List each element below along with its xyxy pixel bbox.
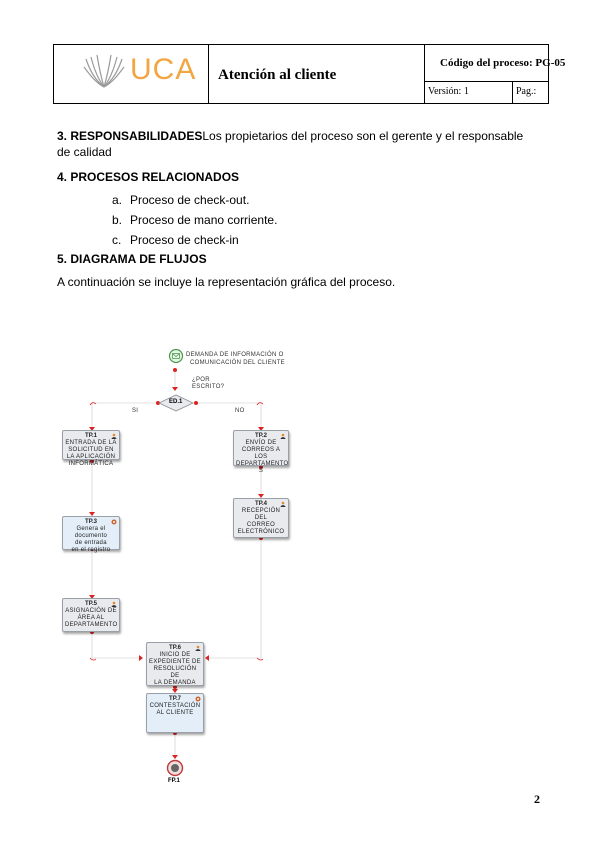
meta-cell	[424, 45, 566, 103]
list-item: b. Proceso de mano corriente.	[112, 213, 278, 227]
start-event-label: DEMANDA DE INFORMACIÓN O COMUNICACIÓN DEL CLIENTE	[186, 352, 285, 366]
task-tp3: TP.3 Genera el documento de entrada en el registro	[62, 516, 120, 550]
header-table	[53, 44, 566, 104]
page-label: Pag.:	[516, 86, 537, 97]
title-cell	[208, 45, 425, 103]
task-tp4: TP.4 RECEPCIÓN DEL CORREO ELECTRÓNICO	[233, 498, 289, 538]
page-number: 2	[534, 792, 540, 806]
task-tp1: TP.1 ENTRADA DE LA SOLICITUD EN LA APLICACIÓN INFORMÁTICA	[62, 430, 120, 460]
decision-yes-label: SI	[132, 408, 139, 414]
section-3	[57, 128, 547, 160]
start-event-icon	[168, 348, 184, 364]
process-code: Código del proceso: PG-05	[440, 57, 566, 69]
user-task-icon	[111, 433, 117, 439]
user-task-icon	[111, 601, 117, 607]
logo-cell	[54, 45, 209, 103]
logo-text: UCA	[130, 53, 197, 86]
end-event-code: FP.1	[168, 778, 180, 784]
section-3-text-1: Los propietarios del proceso son el gerente y el responsable	[202, 129, 524, 143]
document-title: Atención al cliente	[218, 67, 337, 83]
list-item: c. Proceso de check-in	[112, 233, 239, 247]
related-process-list	[112, 192, 277, 252]
task-tp5: TP.5 ASIGNACIÓN DE ÁREA AL DEPARTAMENTO	[62, 598, 120, 632]
gear-icon	[195, 696, 201, 702]
task-tp7: TP.7 CONTESTACIÓN AL CLIENTE	[146, 693, 204, 733]
user-task-icon	[280, 501, 286, 507]
gear-icon	[111, 519, 117, 525]
task-tp6: TP.6 INICIO DE EXPEDIENTE DE RESOLUCIÓN DE LA DEMANDA	[146, 642, 204, 686]
list-item: a. Proceso de check-out.	[112, 193, 250, 207]
user-task-icon	[280, 433, 286, 439]
section-4-heading: 4. PROCESOS RELACIONADOS	[57, 170, 240, 184]
decision-code: ED.1	[169, 399, 183, 405]
section-3-heading: 3. RESPONSABILIDADES	[57, 129, 203, 143]
version-label: Versión: 1	[428, 86, 469, 97]
section-5-heading: 5. DIAGRAMA DE FLUJOS	[57, 252, 207, 266]
user-task-icon	[195, 645, 201, 651]
decision-question: ¿POR ESCRITO?	[192, 377, 225, 390]
section-3-text-2: de calidad	[57, 145, 112, 159]
uca-emblem-icon	[82, 53, 126, 91]
flow-diagram	[50, 340, 350, 800]
end-event-icon	[166, 759, 184, 777]
task-tp2: TP.2 ENVÍO DE CORREOS A LOS DEPARTAMENTO S	[233, 430, 289, 466]
decision-no-label: NO	[235, 408, 245, 414]
section-5-intro: A continuación se incluye la representación gráfica del proceso.	[57, 275, 396, 289]
